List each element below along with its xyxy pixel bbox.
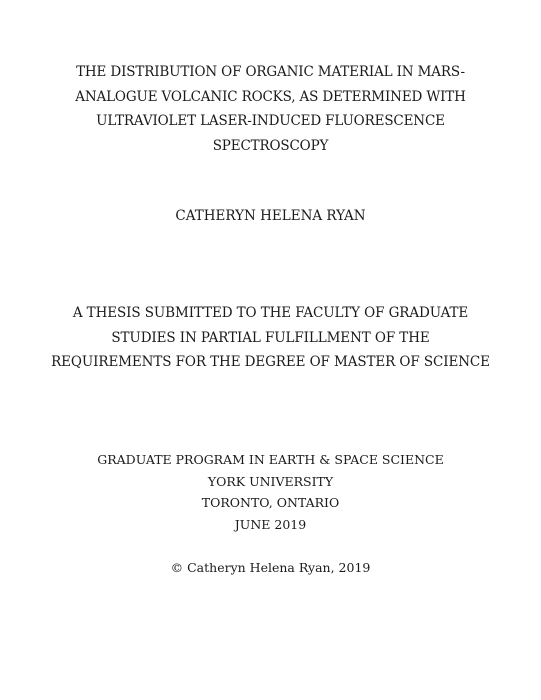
graduate-program: GRADUATE PROGRAM IN EARTH & SPACE SCIENCE	[97, 452, 444, 467]
thesis-title-line-2: ANALOGUE VOLCANIC ROCKS, AS DETERMINED WITH	[75, 88, 466, 105]
thesis-statement	[30, 301, 511, 375]
thesis-statement-line-2: STUDIES IN PARTIAL FULFILLMENT OF THE	[111, 329, 430, 346]
thesis-title	[30, 60, 511, 158]
location: TORONTO, ONTARIO	[201, 495, 340, 510]
thesis-statement-line-1: A THESIS SUBMITTED TO THE FACULTY OF GRADUATE	[72, 305, 469, 321]
thesis-title-line-3: ULTRAVIOLET LASER-INDUCED FLUORESCENCE	[96, 113, 445, 129]
author-name: CATHERYN HELENA RYAN	[175, 208, 366, 224]
thesis-title-line-4: SPECTROSCOPY	[212, 137, 329, 154]
submission-date: JUNE 2019	[234, 516, 307, 532]
copyright-notice: © Catheryn Helena Ryan, 2019	[170, 560, 371, 575]
thesis-title-line-1: THE DISTRIBUTION OF ORGANIC MATERIAL IN MARS-	[76, 64, 465, 80]
program-info	[30, 449, 511, 535]
thesis-statement-line-3: REQUIREMENTS FOR THE DEGREE OF MASTER OF SCIENCE	[51, 354, 490, 370]
university-name: YORK UNIVERSITY	[207, 473, 334, 489]
